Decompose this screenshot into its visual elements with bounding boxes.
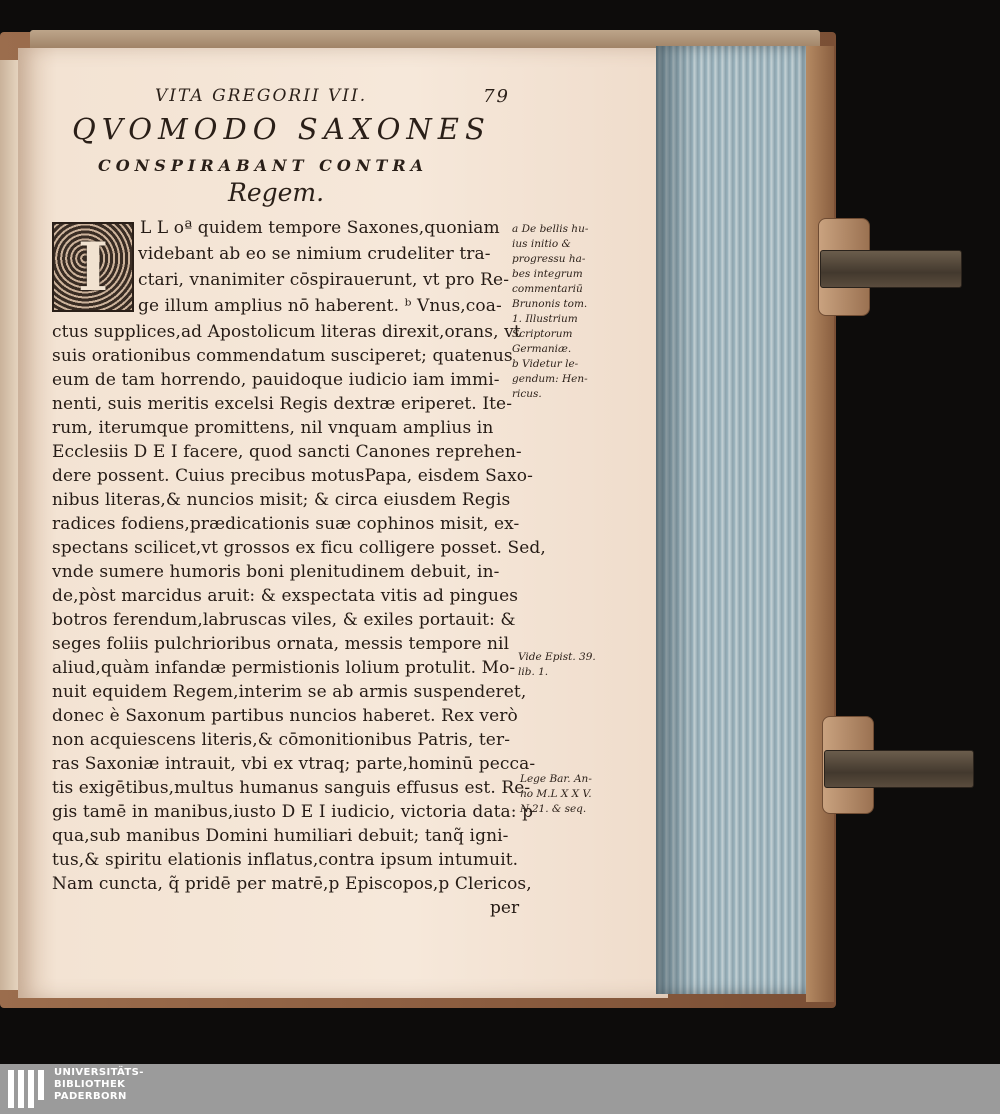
body-line: donec è Saxonum partibus nuncios haberet. Rex verò — [52, 706, 518, 726]
fore-edge-shadow — [656, 46, 696, 994]
body-line: non acquiescens literis,& cōmonitionibus Patris, ter- — [52, 730, 511, 750]
body-line: nibus literas,& nuncios misit; & circa eiusdem Regis — [52, 490, 511, 510]
back-board-edge — [806, 46, 834, 1002]
body-line: ras Saxoniæ intrauit, vbi ex vtraq; parte,hominū pecca- — [52, 754, 536, 774]
body-line: L L oª quidem tempore Saxones,quoniam — [140, 218, 500, 238]
body-line: dere possent. Cuius precibus motusPapa, eisdem Saxo- — [52, 466, 533, 486]
library-logo-text — [54, 1067, 144, 1103]
page-number: 79 — [483, 86, 510, 107]
logo-line: BIBLIOTHEK — [54, 1079, 126, 1090]
running-head — [155, 86, 510, 106]
decorated-initial — [52, 222, 134, 312]
chapter-title-line-2: CONSPIRABANT CONTRA — [98, 156, 429, 175]
body-line: Nam cuncta, q̃ pridē per matrē,p Episcopos,p Clericos, — [52, 874, 532, 894]
body-line: nuit equidem Regem,interim se ab armis suspenderet, — [52, 682, 527, 702]
body-line: de,pòst marcidus aruit: & exspectata vitis ad pingues — [52, 586, 519, 606]
chapter-title-line-1: QVOMODO SAXONES — [72, 112, 491, 146]
logo-line: PADERBORN — [54, 1091, 127, 1102]
body-line: radices fodiens,prædicationis suæ cophinos misit, ex- — [52, 514, 520, 534]
body-line: ctus supplices,ad Apostolicum literas direxit,orans, vt — [52, 322, 521, 342]
body-line: qua,sub manibus Domini humiliari debuit; tanq̃ igni- — [52, 826, 509, 846]
body-line: eum de tam horrendo, pauidoque iudicio iam immi- — [52, 370, 500, 390]
logo-line: UNIVERSITÄTS- — [54, 1067, 144, 1078]
margin-note: Lege Bar. An- no M.L X X V. N.21. & seq. — [520, 773, 592, 815]
body-line: nenti, suis meritis excelsi Regis dextræ eriperet. Ite- — [52, 394, 513, 414]
body-line: tus,& spiritu elationis inflatus,contra ipsum intumuit. — [52, 850, 519, 870]
body-line: Ecclesiis D E I facere, quod sancti Canones reprehen- — [52, 442, 522, 462]
body-line: spectans scilicet,vt grossos ex ficu colligere posset. Sed, — [52, 538, 546, 558]
margin-note: a De bellis hu- ius initio & progressu ha- bes integrum commentariū Brunonis tom. 1. Illustrium Scriptorum Germaniæ. b Videtur le- gendum: Hen- ricus. — [512, 223, 589, 400]
upper-clasp-strap — [820, 250, 962, 288]
library-logo-icon — [8, 1070, 50, 1108]
library-footer — [0, 1064, 1000, 1114]
decorated-initial-letter: I — [77, 228, 109, 306]
running-head-title: VITA GREGORII VII. — [155, 86, 368, 106]
lower-clasp-strap — [824, 750, 974, 788]
body-line: rum, iterumque promittens, nil vnquam amplius in — [52, 418, 494, 438]
body-line: suis orationibus commendatum susciperet; quatenus — [52, 346, 513, 366]
body-line: ge illum amplius nō haberent. ᵇ Vnus,coa- — [138, 296, 502, 316]
body-line: seges foliis pulchrioribus ornata, messis tempore nil — [52, 634, 510, 654]
body-line: vnde sumere humoris boni plenitudinem debuit, in- — [52, 562, 500, 582]
body-line: gis tamē in manibus,iusto D E I iudicio, victoria data: p — [52, 802, 534, 822]
body-line: videbant ab eo se nimium crudeliter tra- — [138, 244, 491, 264]
chapter-title-line-3: Regem. — [228, 178, 325, 207]
body-line: ctari, vnanimiter cōspirauerunt, vt pro Re- — [138, 270, 510, 290]
margin-note: Vide Epist. 39. lib. 1. — [518, 651, 596, 678]
left-page-edge — [0, 60, 20, 990]
body-line: aliud,quàm infandæ permistionis lolium protulit. Mo- — [52, 658, 516, 678]
catchword: per — [490, 898, 520, 918]
body-line: botros ferendum,labruscas viles, & exiles portauit: & — [52, 610, 516, 630]
body-line: tis exigētibus,multus humanus sanguis effusus est. Re- — [52, 778, 531, 798]
